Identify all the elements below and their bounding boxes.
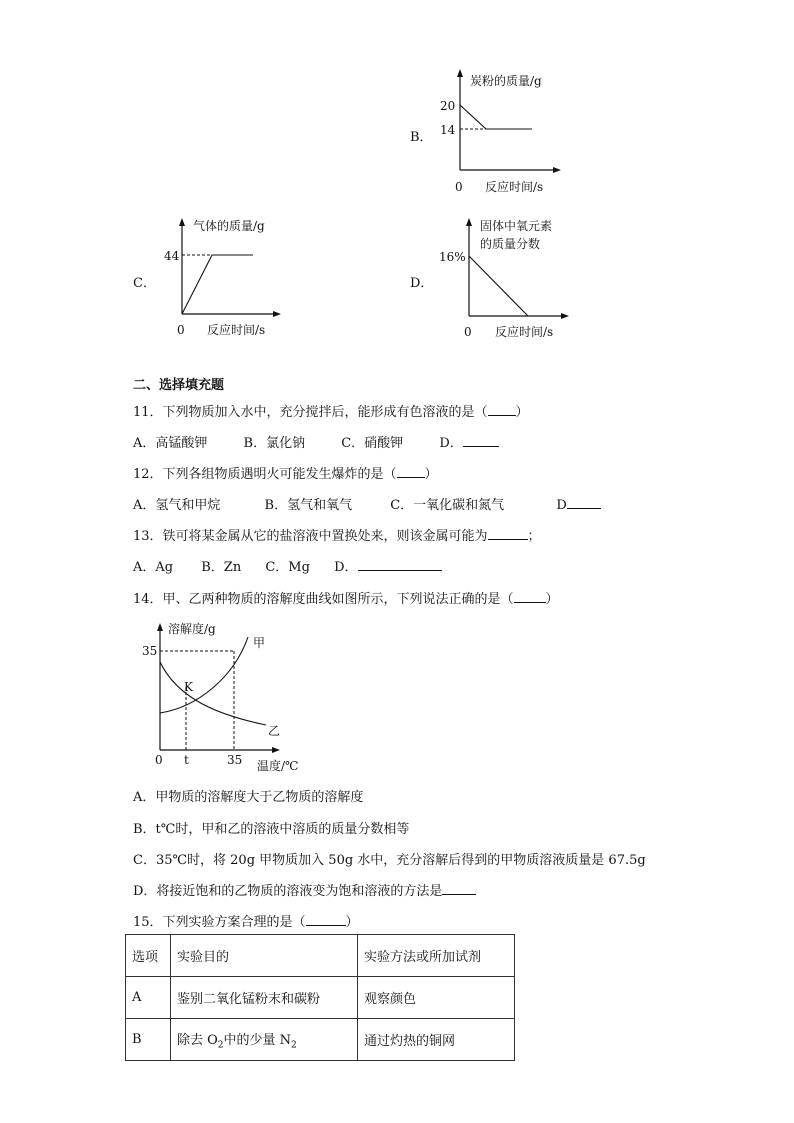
table-cell-goal: 除去 $O_2$中的少量 $N_2$: [171, 1019, 358, 1061]
table-header-row: [126, 935, 515, 977]
section-title: 二、选择填充题: [133, 378, 225, 393]
table-header-goal: 实验目的: [171, 935, 358, 977]
sol-xtick-35: 35: [227, 753, 243, 767]
table-header-method: 实验方法或所加试剂: [358, 935, 515, 977]
q12-d-blank[interactable]: [567, 494, 601, 509]
graph-b-ylabel: 炭粉的质量/g: [470, 74, 542, 88]
graph-c-ylabel: 气体的质量/g: [193, 219, 265, 233]
q13-d-blank[interactable]: [358, 556, 442, 571]
q13-option-c: C．Mg: [265, 560, 310, 575]
solubility-chart: [138, 617, 318, 777]
option-c-letter: C．: [133, 276, 156, 291]
table-cell-option: B: [126, 1019, 171, 1061]
sol-curve-yi: [160, 662, 266, 725]
graph-d-curve: [469, 256, 528, 316]
q14-option-b: B．t℃时，甲和乙的溶液中溶质的质量分数相等: [133, 822, 410, 837]
q15-blank[interactable]: [306, 911, 346, 926]
graph-b-xlabel: 反应时间/s: [485, 180, 544, 194]
q13-blank[interactable]: [488, 525, 528, 540]
q11-option-c: C．硝酸钾: [341, 436, 404, 451]
graph-c-y-arrow: [179, 218, 185, 226]
graph-c-origin: 0: [177, 323, 185, 337]
q11-stem: 11．下列物质加入水中，充分搅拌后，能形成有色溶液的是（ ）: [133, 401, 529, 420]
graph-d-ylabel-1: 固体中氧元素: [480, 219, 553, 233]
graph-d: [435, 212, 605, 347]
q13-options: [133, 556, 442, 575]
q13-stem: 13．铁可将某金属从它的盐溶液中置换处来，则该金属可能为 ；: [133, 525, 541, 544]
q14-option-a: A．甲物质的溶解度大于乙物质的溶解度: [133, 790, 364, 805]
table-row: [126, 977, 515, 1019]
graph-b-curve: [460, 105, 532, 129]
sol-label-yi: 乙: [268, 724, 281, 738]
option-d-letter: D．: [410, 276, 434, 291]
graph-c-xlabel: 反应时间/s: [207, 323, 266, 337]
q13-option-a: A．Ag: [133, 560, 174, 575]
q11-options: [133, 432, 499, 451]
sol-x-arrow: [272, 747, 280, 753]
graph-c: [155, 210, 315, 345]
graph-b-ytick-20: 20: [440, 99, 456, 113]
sol-label-k: K: [184, 680, 193, 694]
graph-b-y-arrow: [457, 69, 463, 77]
sol-y-arrow: [157, 623, 163, 631]
experiment-table: [125, 934, 515, 1061]
graph-d-xlabel: 反应时间/s: [495, 325, 554, 339]
q14-d-blank[interactable]: [442, 880, 476, 895]
q13-option-d: D．: [334, 560, 358, 575]
sol-ylabel: 溶解度/g: [168, 622, 216, 636]
q12-option-b: B．氢气和氧气: [264, 498, 353, 513]
table-row: [126, 1019, 515, 1061]
q13-option-b: B．Zn: [201, 560, 242, 575]
table-cell-option: A: [126, 977, 171, 1019]
graph-c-curve: [182, 255, 253, 314]
q12-blank[interactable]: [397, 463, 425, 478]
sol-curve-jia: [160, 637, 248, 713]
sol-label-jia: 甲: [253, 636, 266, 650]
q14-option-d: D．将接近饱和的乙物质的溶液变为饱和溶液的方法是: [133, 880, 476, 899]
graph-d-ytick-16: 16%: [439, 250, 466, 264]
sol-xtick-t: t: [184, 753, 189, 767]
sol-ytick-35: 35: [142, 644, 158, 658]
option-b-letter: B．: [410, 130, 433, 145]
graph-c-x-arrow: [273, 311, 281, 317]
q11-d-blank[interactable]: [463, 432, 499, 447]
q12-option-a: A．氢气和甲烷: [133, 498, 221, 513]
q14-blank[interactable]: [514, 588, 546, 603]
q12-option-c: C．一氧化碳和氮气: [390, 498, 505, 513]
table-cell-method: 观察颜色: [358, 977, 515, 1019]
table-cell-goal: 鉴别二氧化锰粉末和碳粉: [171, 977, 358, 1019]
q14-stem: 14．甲、乙两种物质的溶解度曲线如图所示，下列说法正确的是（ ）: [133, 588, 559, 607]
graph-b-x-arrow: [553, 167, 561, 173]
q11-option-b: B．氯化钠: [243, 436, 306, 451]
graph-d-origin: 0: [464, 325, 472, 339]
q11-blank[interactable]: [488, 401, 516, 416]
sol-origin: 0: [155, 753, 163, 767]
q11-option-d: D．: [439, 436, 463, 451]
graph-b: [430, 65, 590, 200]
graph-c-ytick-44: 44: [164, 249, 180, 263]
q12-stem: 12．下列各组物质遇明火可能发生爆炸的是（ ）: [133, 463, 438, 482]
graph-b-origin: 0: [455, 180, 463, 194]
table-header-option: 选项: [126, 935, 171, 977]
graph-d-ylabel-2: 的质量分数: [480, 237, 541, 251]
graph-d-x-arrow: [561, 313, 569, 319]
q12-option-d: D: [556, 498, 567, 513]
table-cell-method: 通过灼热的铜网: [358, 1019, 515, 1061]
q11-option-a: A．高锰酸钾: [133, 436, 208, 451]
q14-option-c: C．35℃时，将 20g 甲物质加入 50g 水中，充分溶解后得到的甲物质溶液质量是 67.5g: [133, 853, 646, 868]
graph-d-y-arrow: [466, 218, 472, 226]
q12-options: [133, 494, 601, 513]
graph-b-ytick-14: 14: [440, 123, 456, 137]
q15-stem: 15．下列实验方案合理的是（ ）: [133, 911, 359, 930]
sol-xlabel: 温度/℃: [257, 759, 299, 773]
